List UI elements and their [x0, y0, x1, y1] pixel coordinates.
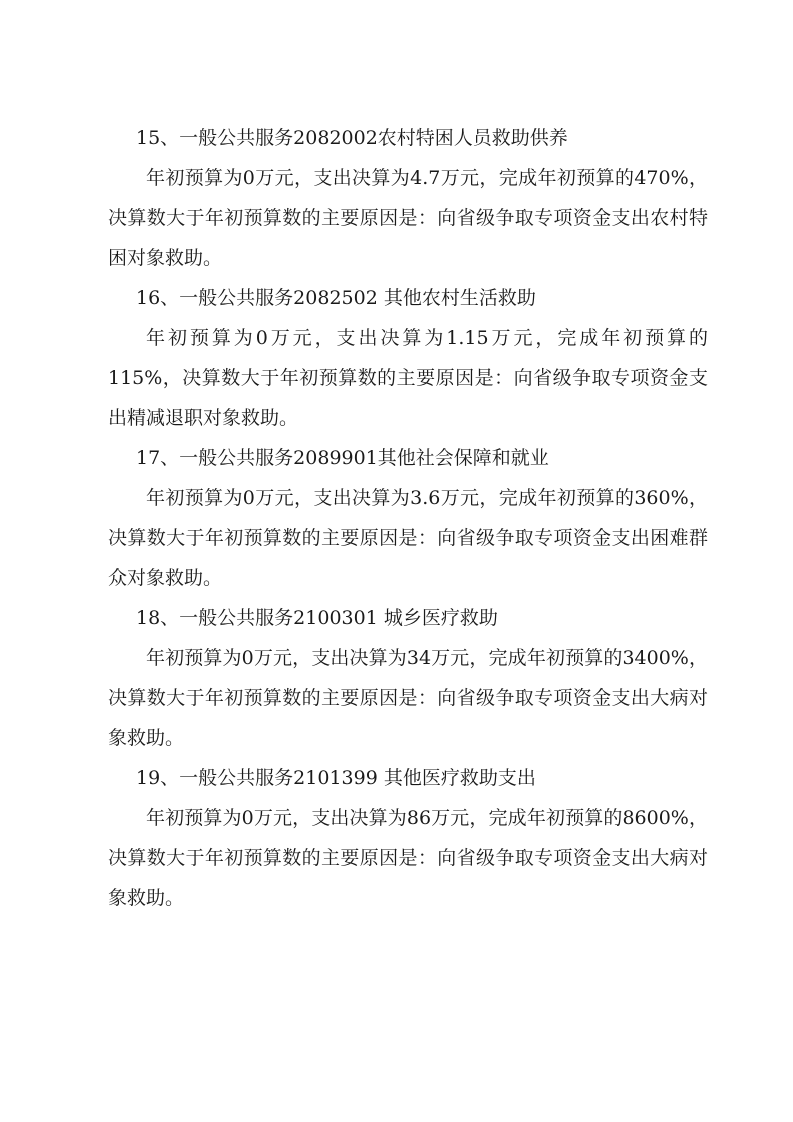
item-explanation: 年初预算为0万元，支出决算为1.15万元，完成年初预算的115%，决算数大于年初预算数的主要原因是：向省级争取专项资金支出精减退职对象救助。 — [108, 327, 708, 429]
item-heading: 15、一般公共服务2082002农村特困人员救助供养 — [136, 127, 568, 149]
item-explanation: 年初预算为0万元，支出决算为86万元，完成年初预算的8600%，决算数大于年初预算数的主要原因是：向省级争取专项资金支出大病对象救助。 — [108, 807, 708, 909]
item-explanation: 年初预算为0万元，支出决算为4.7万元，完成年初预算的470%，决算数大于年初预算数的主要原因是：向省级争取专项资金支出农村特困对象救助。 — [108, 167, 708, 269]
budget-item-16 — [108, 278, 708, 438]
item-explanation: 年初预算为0万元，支出决算为34万元，完成年初预算的3400%，决算数大于年初预算数的主要原因是：向省级争取专项资金支出大病对象救助。 — [108, 647, 708, 749]
budget-item-19 — [108, 758, 708, 918]
budget-item-18 — [108, 598, 708, 758]
budget-item-17 — [108, 438, 708, 598]
item-heading: 19、一般公共服务2101399 其他医疗救助支出 — [136, 767, 536, 789]
item-heading: 18、一般公共服务2100301 城乡医疗救助 — [136, 607, 498, 629]
document-body — [108, 118, 708, 918]
item-explanation: 年初预算为0万元，支出决算为3.6万元，完成年初预算的360%，决算数大于年初预算数的主要原因是：向省级争取专项资金支出困难群众对象救助。 — [108, 487, 708, 589]
item-heading: 17、一般公共服务2089901其他社会保障和就业 — [136, 447, 549, 469]
item-heading: 16、一般公共服务2082502 其他农村生活救助 — [136, 287, 536, 309]
budget-item-15 — [108, 118, 708, 278]
